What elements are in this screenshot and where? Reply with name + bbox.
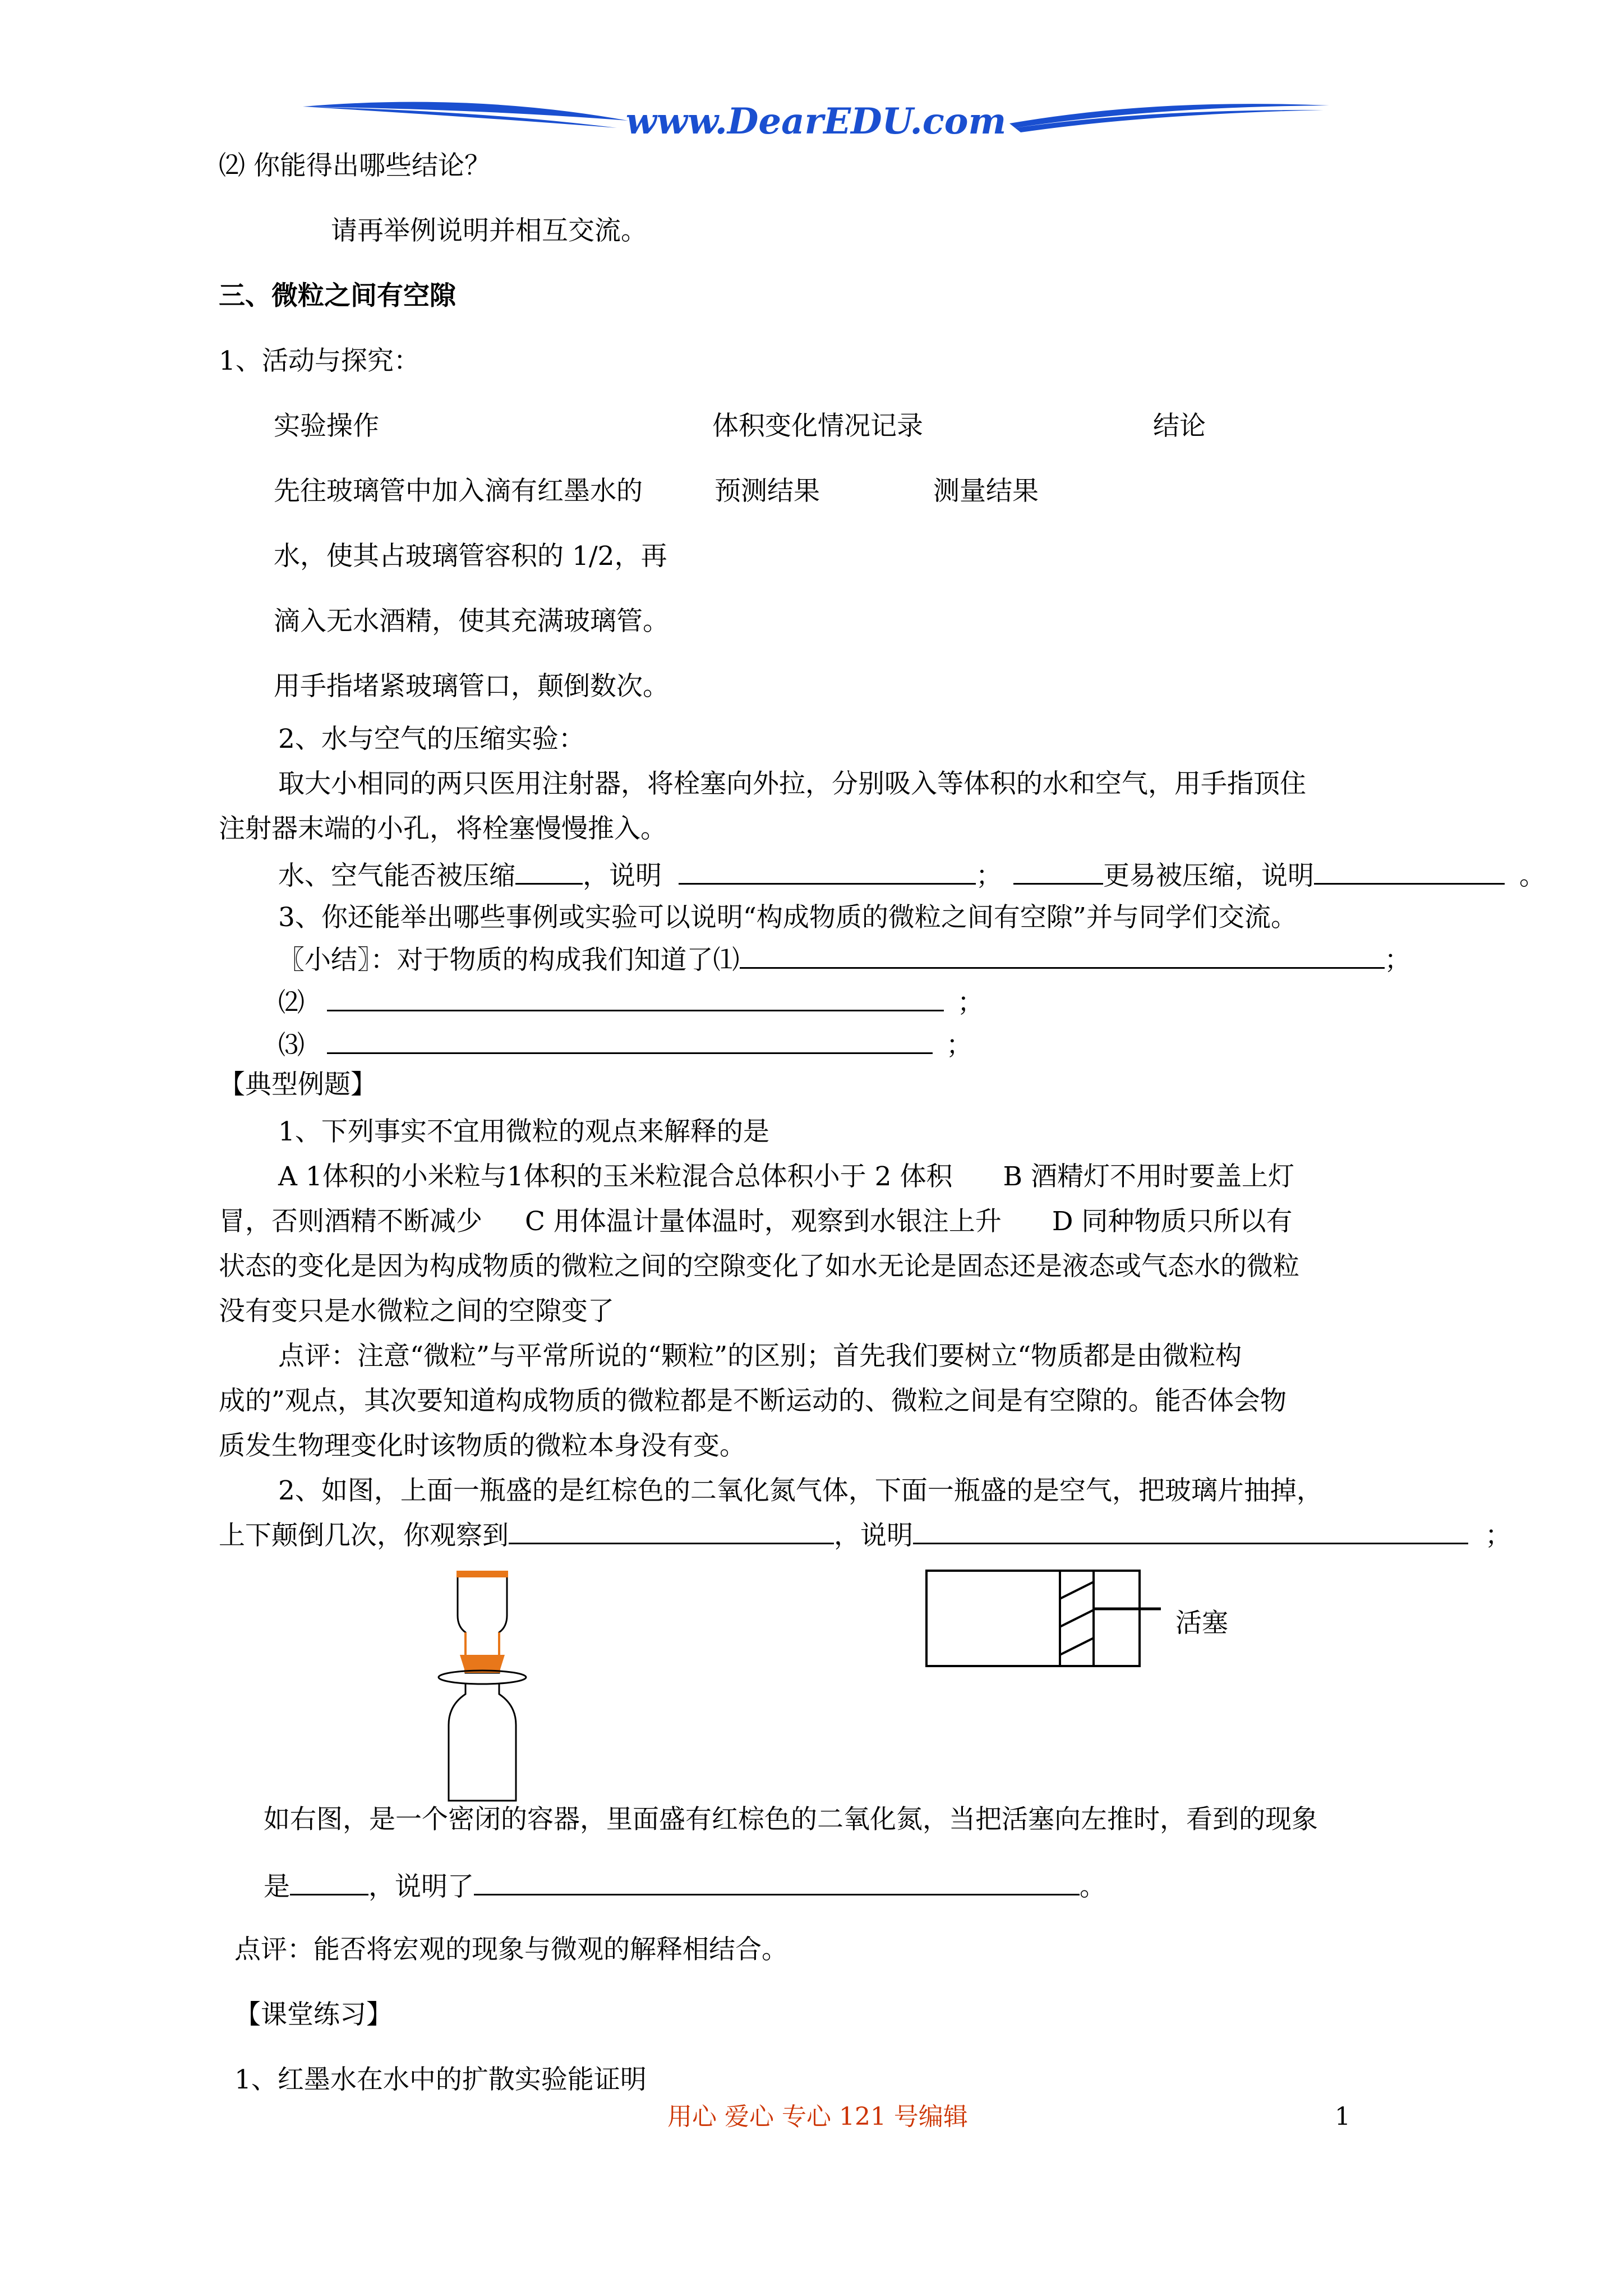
example-again: 请再举例说明并相互交流。 [331, 215, 647, 246]
typical-examples-heading: 【典型例题】 [219, 1069, 377, 1100]
operation-line-4: 用手指堵紧玻璃管口，颠倒数次。 [274, 671, 669, 702]
blank-explanation[interactable] [474, 1869, 1080, 1895]
header-logo [303, 95, 1329, 157]
col-volume: 体积变化情况记录 [712, 411, 923, 441]
summary-line-1: 〖小结〗：对于物质的构成我们知道了⑴ ； [278, 942, 1411, 976]
page-number: 1 [1335, 2102, 1350, 2131]
blank-summary-3[interactable] [327, 1028, 933, 1054]
section-3-title: 三、微粒之间有空隙 [219, 280, 456, 311]
experiment-2: 2、水与空气的压缩实验： [278, 724, 585, 754]
col-conclusion: 结论 [1153, 411, 1206, 441]
top-bottle-cap [458, 1572, 507, 1577]
operation-line-1: 先往玻璃管中加入滴有红墨水的 [274, 476, 643, 507]
blank-compress-3[interactable] [1013, 858, 1103, 885]
example-1-line-1: A 1体积的小米粒与1体积的玉米粒混合总体积小于 2 体积 B 酒精灯不用时要盖上灯 [278, 1161, 1294, 1192]
comment-2: 点评：能否将宏观的现象与微观的解释相结合。 [234, 1934, 788, 1965]
blank-compress-4[interactable] [1314, 858, 1505, 885]
right-figure-line-1: 如右图，是一个密闭的容器，里面盛有红棕色的二氧化氮，当把活塞向左推时，看到的现象 [264, 1804, 1318, 1835]
question-2: ⑵ 你能得出哪些结论？ [219, 150, 491, 181]
blank-explain[interactable] [913, 1518, 1468, 1544]
blank-summary-2[interactable] [327, 985, 944, 1011]
blank-phenomenon[interactable] [290, 1869, 368, 1895]
predicted-result: 预测结果 [714, 476, 820, 507]
summary-line-3: ⑶ ； [278, 1028, 972, 1061]
footer-text: 用心 爱心 专心 121 号编辑 [667, 2102, 968, 2131]
blank-observe[interactable] [509, 1518, 834, 1544]
blank-summary-1[interactable] [740, 942, 1385, 969]
container-box [926, 1571, 1140, 1666]
piston-label: 活塞 [1175, 1608, 1228, 1639]
example-2-line-1: 2、如图，上面一瓶盛的是红棕色的二氧化氮气体，下面一瓶盛的是空气，把玻璃片抽掉， [278, 1475, 1323, 1506]
site-name: www.DearEDU.com [625, 100, 1007, 142]
blank-compress-1[interactable] [515, 858, 583, 885]
operation-line-3: 滴入无水酒精，使其充满玻璃管。 [274, 606, 669, 637]
right-figure-line-2: 是 ，说明了 。 [264, 1869, 1106, 1903]
col-operation: 实验操作 [274, 411, 379, 441]
experiment-2-desc-1: 取大小相同的两只医用注射器，将栓塞向外拉，分别吸入等体积的水和空气，用手指顶住 [278, 769, 1306, 799]
comment-1-line-1: 点评：注意“微粒”与平常所说的“颗粒”的区别；首先我们要树立“物质都是由微粒构 [278, 1341, 1242, 1372]
comment-1-line-2: 成的”观点，其次要知道构成物质的微粒都是不断运动的、微粒之间是有空隙的。能否体会物 [219, 1386, 1287, 1416]
experiment-2-desc-2: 注射器末端的小孔，将栓塞慢慢推入。 [219, 813, 667, 844]
piston-container-figure [925, 1565, 1161, 1672]
practice-heading: 【课堂练习】 [234, 1999, 393, 2030]
activity-1: 1、活动与探究： [219, 346, 420, 376]
bottom-bottle [449, 1683, 516, 1801]
gas-bottles-figure [437, 1571, 527, 1806]
summary-line-2: ⑵ ； [278, 985, 984, 1019]
blank-compress-2[interactable] [679, 858, 976, 885]
operation-line-2: 水，使其占玻璃管容积的 1/2，再 [274, 541, 667, 572]
example-1-line-4: 没有变只是水微粒之间的空隙变了 [219, 1296, 614, 1327]
practice-1: 1、红墨水在水中的扩散实验能证明 [234, 2064, 647, 2095]
example-1-line-2: 冒，否则酒精不断减少 C 用体温计量体温时，观察到水银注上升 D 同种物质只所以有 [219, 1206, 1293, 1237]
compress-line: 水、空气能否被压缩 ，说明 ； 更易被压缩，说明 。 [278, 858, 1546, 892]
example-1: 1、下列事实不宜用微粒的观点来解释的是 [278, 1116, 769, 1147]
example-2-line-2: 上下颠倒几次，你观察到 ，说明 ； [219, 1518, 1511, 1552]
example-1-line-3: 状态的变化是因为构成物质的微粒之间的空隙变化了如水无论是固态还是液态或气态水的微粒 [219, 1251, 1299, 1282]
measured-result: 测量结果 [933, 476, 1039, 507]
question-3: 3、你还能举出哪些事例或实验可以说明“构成物质的微粒之间有空隙”并与同学们交流。 [278, 902, 1297, 933]
comment-1-line-3: 质发生物理变化时该物质的微粒本身没有变。 [219, 1430, 746, 1461]
